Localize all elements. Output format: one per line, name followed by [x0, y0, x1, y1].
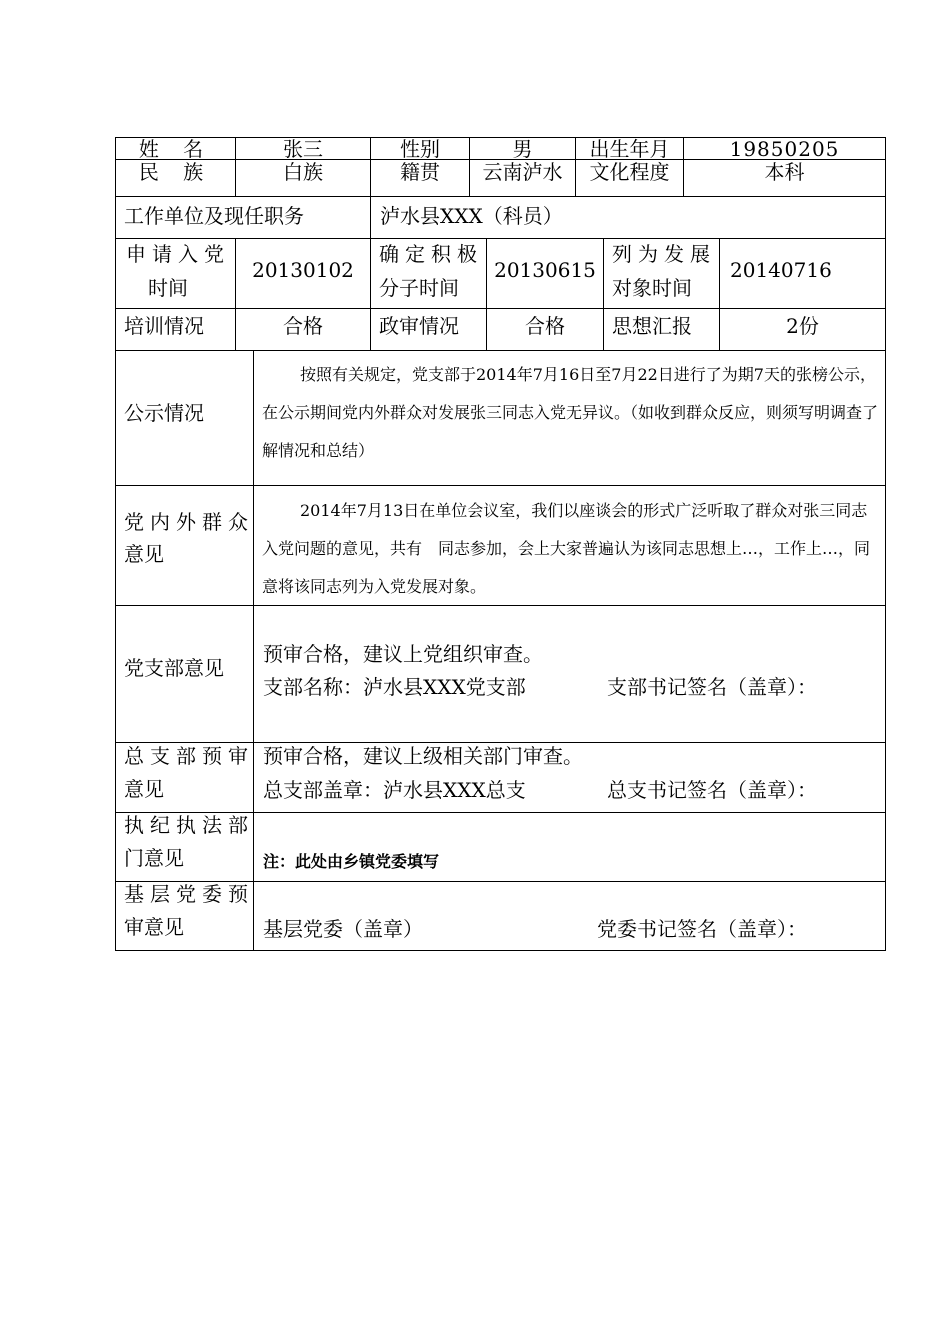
edu-value: 本科 — [764, 160, 805, 184]
publicity-label: 公示情况 — [124, 401, 204, 425]
develop-label-2: 对象时间 — [612, 276, 692, 300]
train-label: 培训情况 — [124, 314, 204, 338]
discipline-label: 执纪执法部 — [124, 813, 254, 837]
apply-label: 申请入党 — [126, 242, 230, 266]
branch-label: 党支部意见 — [124, 656, 224, 680]
row-divider — [115, 742, 886, 743]
discipline-label-2: 门意见 — [124, 846, 184, 870]
develop-value: 20140716 — [730, 258, 832, 282]
edu-label: 文化程度 — [589, 160, 670, 184]
grassroots-seal: 基层党委（盖章） — [263, 917, 423, 941]
general-branch-label-2: 意见 — [124, 777, 164, 801]
row-divider — [115, 350, 886, 351]
origin-value: 云南泸水 — [482, 160, 563, 184]
row-divider — [115, 196, 886, 197]
branch-sign: 支部书记签名（盖章）： — [607, 675, 817, 699]
active-label-2: 分子时间 — [379, 276, 459, 300]
origin-label: 籍贯 — [400, 160, 440, 184]
train-value: 合格 — [283, 314, 323, 338]
grassroots-sign: 党委书记签名（盖章）： — [597, 917, 807, 941]
branch-name: 支部名称：泸水县XXX党支部 — [263, 675, 526, 699]
general-branch-line1: 预审合格，建议上级相关部门审查。 — [263, 744, 583, 768]
ethnic-value: 白族 — [283, 160, 323, 184]
active-value: 20130615 — [494, 258, 596, 282]
general-branch-sign: 总支书记签名（盖章）： — [607, 778, 817, 802]
ethnic-label: 民 族 — [138, 160, 213, 184]
report-value: 2份 — [786, 314, 819, 338]
col-divider — [603, 238, 604, 351]
apply-value: 20130102 — [252, 258, 354, 282]
birth-value: 19850205 — [729, 137, 840, 161]
general-branch-label: 总支部预审 — [124, 744, 254, 768]
gender-value: 男 — [512, 137, 533, 161]
table-border-left — [115, 137, 116, 951]
work-label: 工作单位及现任职务 — [124, 204, 304, 228]
masses-label: 党内外群众 — [124, 510, 254, 534]
grassroots-label: 基层党委预 — [124, 882, 254, 906]
row-divider — [115, 308, 886, 309]
gender-label: 性别 — [400, 137, 440, 161]
active-label: 确定积极 — [379, 242, 483, 266]
row-divider — [115, 485, 886, 486]
col-divider — [253, 350, 254, 951]
name-value: 张三 — [283, 137, 323, 161]
grassroots-label-2: 审意见 — [124, 915, 184, 939]
masses-label-2: 意见 — [124, 542, 164, 566]
branch-line1: 预审合格，建议上党组织审查。 — [263, 642, 543, 666]
work-value: 泸水县XXX（科员） — [380, 204, 563, 228]
apply-label-2: 时间 — [148, 276, 188, 300]
report-label: 思想汇报 — [612, 314, 692, 338]
discipline-note: 注：此处由乡镇党委填写 — [263, 852, 440, 871]
col-divider — [370, 196, 371, 239]
develop-label: 列为发展 — [612, 242, 716, 266]
general-branch-seal: 总支部盖章：泸水县XXX总支 — [263, 778, 526, 802]
table-border-right — [885, 137, 886, 951]
political-value: 合格 — [525, 314, 565, 338]
masses-text: 2014年7月13日在单位会议室，我们以座谈会的形式广泛听取了群众对张三同志入党问题的意见，共有 同志参加，会上大家普遍认为该同志思想上…，工作上…，同意将该同志列为入党发展对象。 — [262, 501, 871, 596]
political-label: 政审情况 — [379, 314, 459, 338]
name-label: 姓 名 — [138, 137, 213, 161]
birth-label: 出生年月 — [589, 137, 670, 161]
publicity-text: 按照有关规定，党支部于2014年7月16日至7月22日进行了为期7天的张榜公示，在公示期间党内外群众对发展张三同志入党无异议。（如收到群众反应，则须写明调查了解情况和总结） — [262, 365, 879, 460]
col-divider — [370, 238, 371, 351]
row-divider — [115, 238, 886, 239]
table-border-bottom — [115, 950, 886, 951]
